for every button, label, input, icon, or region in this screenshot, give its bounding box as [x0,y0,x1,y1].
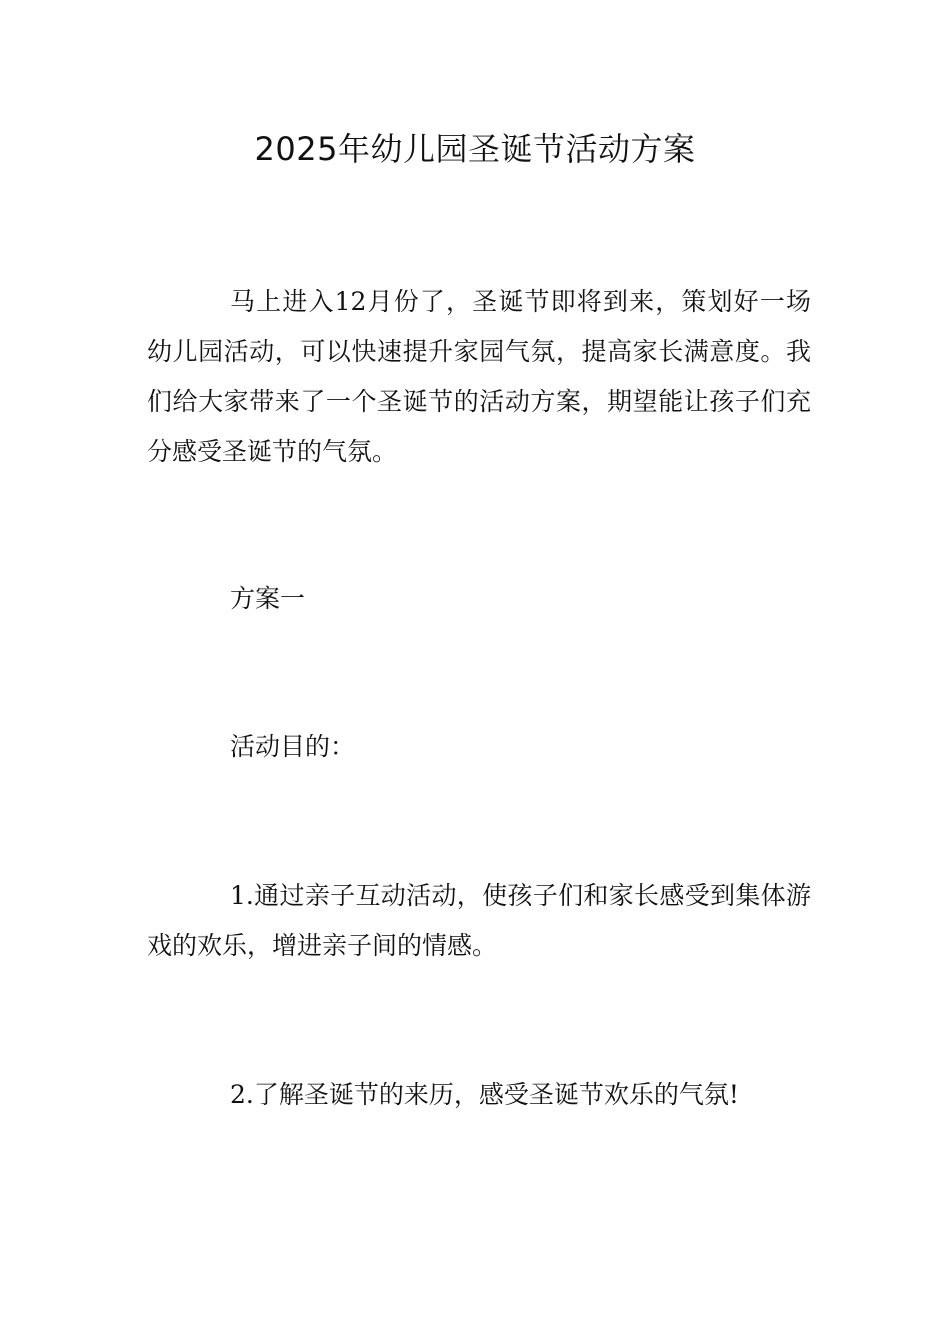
purpose-item-2: 2.了解圣诞节的来历，感受圣诞节欢乐的气氛! [230,1080,739,1109]
purpose-item-1: 1.通过亲子互动活动，使孩子们和家长感受到集体游戏的欢乐，增进亲子间的情感。 [147,881,811,960]
plan-label: 方案一 [230,584,306,613]
purpose-heading: 活动目的： [230,732,356,761]
intro-paragraph: 马上进入12月份了，圣诞节即将到来，策划好一场幼儿园活动，可以快速提升家园气氛，提高家长满意度。我们给大家带来了一个圣诞节的活动方案，期望能让孩子们充分感受圣诞节的气氛。 [147,287,811,466]
document-title: 2025年幼儿园圣诞节活动方案 [254,130,696,168]
